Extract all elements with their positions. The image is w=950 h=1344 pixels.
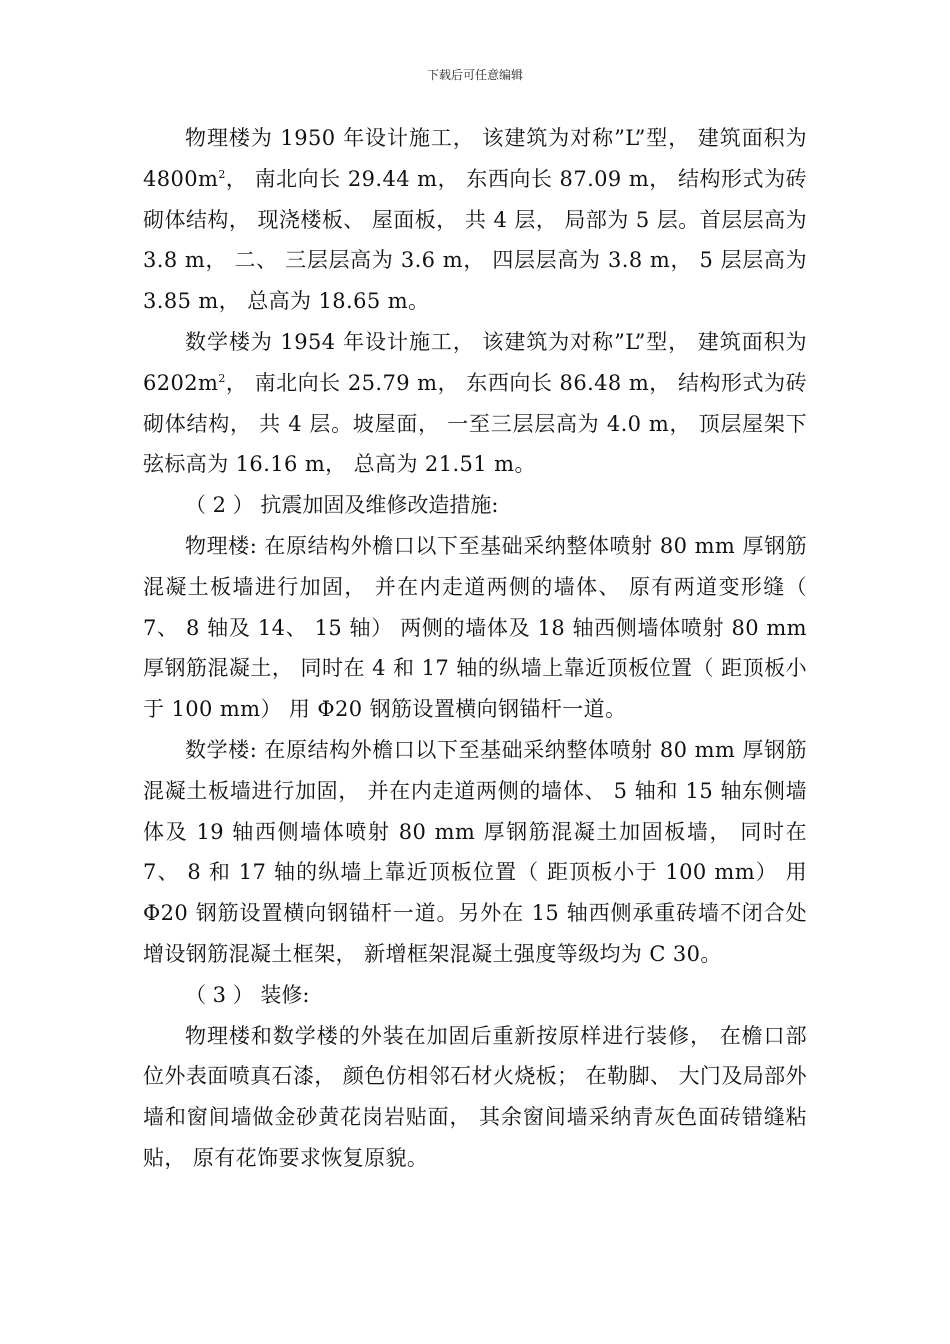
paragraph-physics-reinforcement: 物理楼: 在原结构外檐口以下至基础采纳整体喷射 80 mm 厚钢筋混凝土板墙进行加固， 并在内走道两侧的墙体、 原有两道变形缝（ 7、 8 轴及 14、 15 轴） 两侧的墙体及 18 轴西侧墙体喷射 80 mm 厚钢筋混凝土， 同时在 4 和 17 轴的纵墙上靠近顶板位置（ 距顶板小于 100 mm） 用 Φ20 钢筋设置横向钢锚杆一道。 <box>143 533 807 722</box>
superscript: 2 <box>218 371 226 385</box>
paragraph-text: ， 南北向长 25.79 m， 东西向长 86.48 m， 结构形式为砖砌体结构， 共 4 层。坡屋面， 一至三层层高为 4.0 m， 顶层屋架下弦标高为 16.16 m， 总高为 21.51 m。 <box>143 370 807 477</box>
paragraph-math-reinforcement: 数学楼: 在原结构外檐口以下至基础采纳整体喷射 80 mm 厚钢筋混凝土板墙进行加固， 并在内走道两侧的墙体、 5 轴和 15 轴东侧墙体及 19 轴西侧墙体喷射 80 mm 厚钢筋混凝土加固板墙， 同时在 7、 8 和 17 轴的纵墙上靠近顶板位置（ 距顶板小于 100 mm） 用 Φ20 钢筋设置横向钢锚杆一道。另外在 15 轴西侧承重砖墙不闭合处增设钢筋混凝土框架， 新增框架混凝土强度等级均为 C 30。 <box>143 737 807 966</box>
section-heading-3: （ 3 ） 装修: <box>185 982 310 1007</box>
paragraph-math-building <box>143 322 807 485</box>
paragraph-text: ， 南北向长 29.44 m， 东西向长 87.09 m， 结构形式为砖砌体结构， 现浇楼板、 屋面板， 共 4 层， 局部为 5 层。首层层高为 3.8 m， 二、 三层层高为 3.6 m， 四层层高为 3.8 m， 5 层层高为 3.85 m， 总高为 18.65 m。 <box>143 166 807 314</box>
paragraph-decoration: 物理楼和数学楼的外装在加固后重新按原样进行装修， 在檐口部位外表面喷真石漆， 颜色仿相邻石材火烧板； 在勒脚、 大门及局部外墙和窗间墙做金砂黄花岗岩贴面， 其余窗间墙采纳青灰色面砖错缝粘贴， 原有花饰要求恢复原貌。 <box>143 1023 807 1170</box>
paragraph-text: 物理楼为 1950 年设计施工， 该建筑为对称”L”型， 建筑面积为 4800m <box>143 126 807 191</box>
section-heading-2: （ 2 ） 抗震加固及维修改造措施: <box>185 493 499 518</box>
page-header: 下载后可任意编辑 <box>426 68 523 82</box>
document-body <box>143 118 807 1179</box>
superscript: 2 <box>218 167 226 181</box>
paragraph-text: 数学楼为 1954 年设计施工， 该建筑为对称”L”型， 建筑面积为 6202m <box>143 329 807 395</box>
paragraph-physics-building <box>143 118 807 322</box>
